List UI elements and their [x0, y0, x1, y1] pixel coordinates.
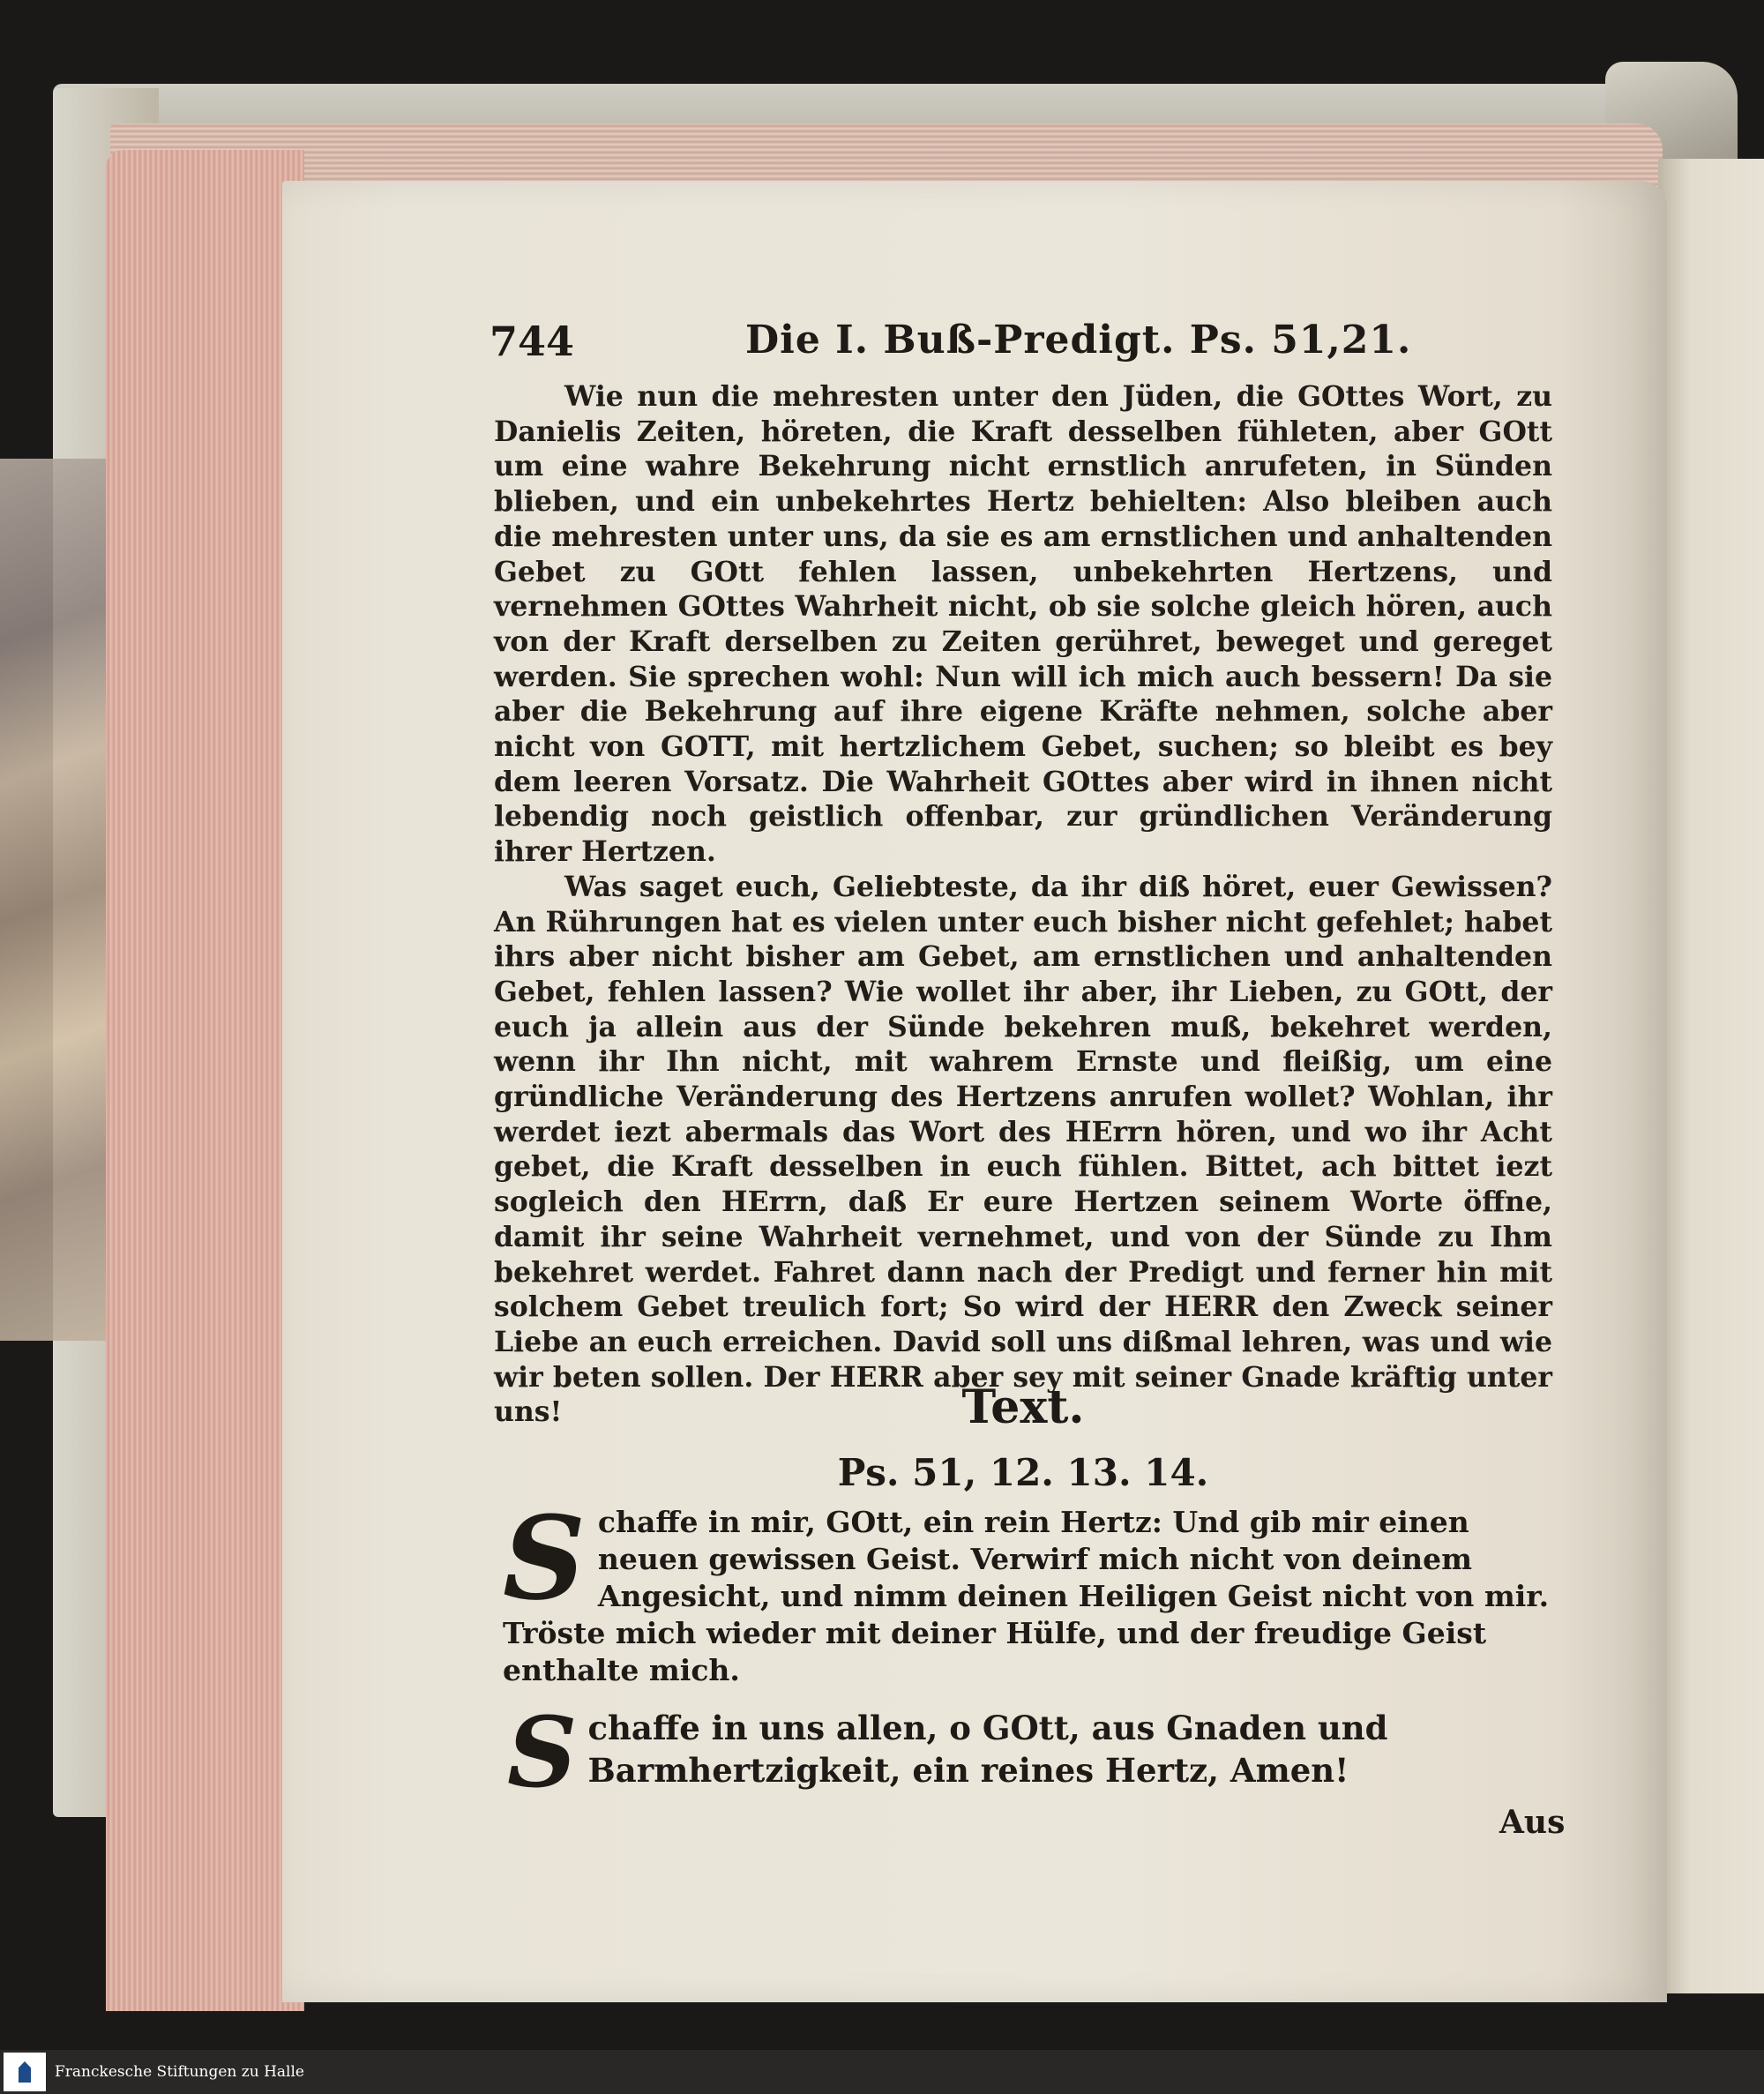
logo-emblem-icon [19, 2061, 31, 2083]
scripture-reference: Ps. 51, 12. 13. 14. [837, 1451, 1209, 1494]
page-block-fore-edge [106, 150, 304, 2011]
text-heading: Text. [961, 1380, 1085, 1434]
verse-text: chaffe in mir, GOtt, ein rein Hertz: Und gib mir einen neuen gewissen Geist. Verwirf mich nicht von deinem Angesicht, und nimm deinen Heiligen Geist nicht von mir. Tröste mich wieder mit deiner Hülfe, und der freudige Geist enthalte mich. [503, 1505, 1550, 1687]
prayer-text: chaffe in uns allen, o GOtt, aus Gnaden und Barmhertzigkeit, ein reines Hertz, Amen! [587, 1709, 1388, 1790]
running-head-title: Die I. Buß-Predigt. Ps. 51,21. [745, 318, 1412, 363]
catchword: Aus [1499, 1804, 1566, 1841]
institution-logo[interactable] [4, 2053, 46, 2091]
paragraph: Was saget euch, Geliebteste, da ihr diß höret, euer Gewissen? An Rührungen hat es vielen unter euch bisher nicht gefehlet; habet ihrs aber nicht bisher am Gebet, am ernstlichen und anhaltenden Gebet, fehlen lassen? Wie wollet ihr aber, ihr Lieben, zu GOtt, der euch ja allein aus der Sünde bekehren muß, bekehret werden, wenn ihr Ihn nicht, mit wahrem Ernste und fleißig, um eine gründliche Veränderung des Hertzens anrufen wollet? Wohlan, ihr werdet iezt abermals das Wort des HErrn hören, und wo ihr Acht gebet, die Kraft desselben in euch fühlen. Bittet, ach bittet iezt sogleich den HErrn, daß Er eure Hertzen seinem Worte öffne, damit ihr seine Wahrheit vernehmet, und von der Sünde zu Ihm bekehret werdet. Fahret dann nach der Predigt und ferner hin mit solchem Gebet treulich fort; So wird der HERR den Zweck seiner Liebe an euch erreichen. David soll uns dißmal lehren, was und wie wir beten sollen. Der HERR aber sey mit seiner Gnade kräftig unter uns! [494, 870, 1552, 1429]
sermon-body [494, 379, 1552, 1430]
facing-page-edge [1658, 159, 1764, 1993]
running-head [490, 318, 1477, 370]
prayer-drop-cap: S [507, 1695, 578, 1809]
page-number: 744 [490, 318, 575, 365]
prayer [507, 1695, 1566, 1809]
paragraph: Wie nun die mehresten unter den Jüden, die GOttes Wort, zu Danielis Zeiten, höreten, die Kraft desselben fühleten, aber GOtt um eine wahre Bekehrung nicht ernstlich anrufeten, in Sünden blieben, und ein unbekehrtes Hertz behielten: Also bleiben auch die mehresten unter uns, da sie es am ernstlichen und anhaltenden Gebet zu GOtt fehlen lassen, unbekehrten Hertzens, und vernehmen GOttes Wahrheit nicht, ob sie solche gleich hören, auch von der Kraft derselben zu Zeiten gerühret, beweget und gereget werden. Sie sprechen wohl: Nun will ich mich auch bessern! Da sie aber die Bekehrung auf ihre eigene Kräfte nehmen, solche aber nicht von GOTT, mit hertzlichem Gebet, suchen; so bleibt es bey dem leeren Vorsatz. Die Wahrheit GOttes aber wird in ihnen nicht lebendig noch geistlich offenbar, zur gründlichen Veränderung ihrer Hertzen. [494, 380, 1552, 869]
footer-bar [0, 2050, 1764, 2094]
footer-label[interactable]: Franckesche Stiftungen zu Halle [55, 2063, 304, 2081]
verse-drop-cap: S [503, 1491, 586, 1626]
scripture-verse [503, 1491, 1570, 1689]
